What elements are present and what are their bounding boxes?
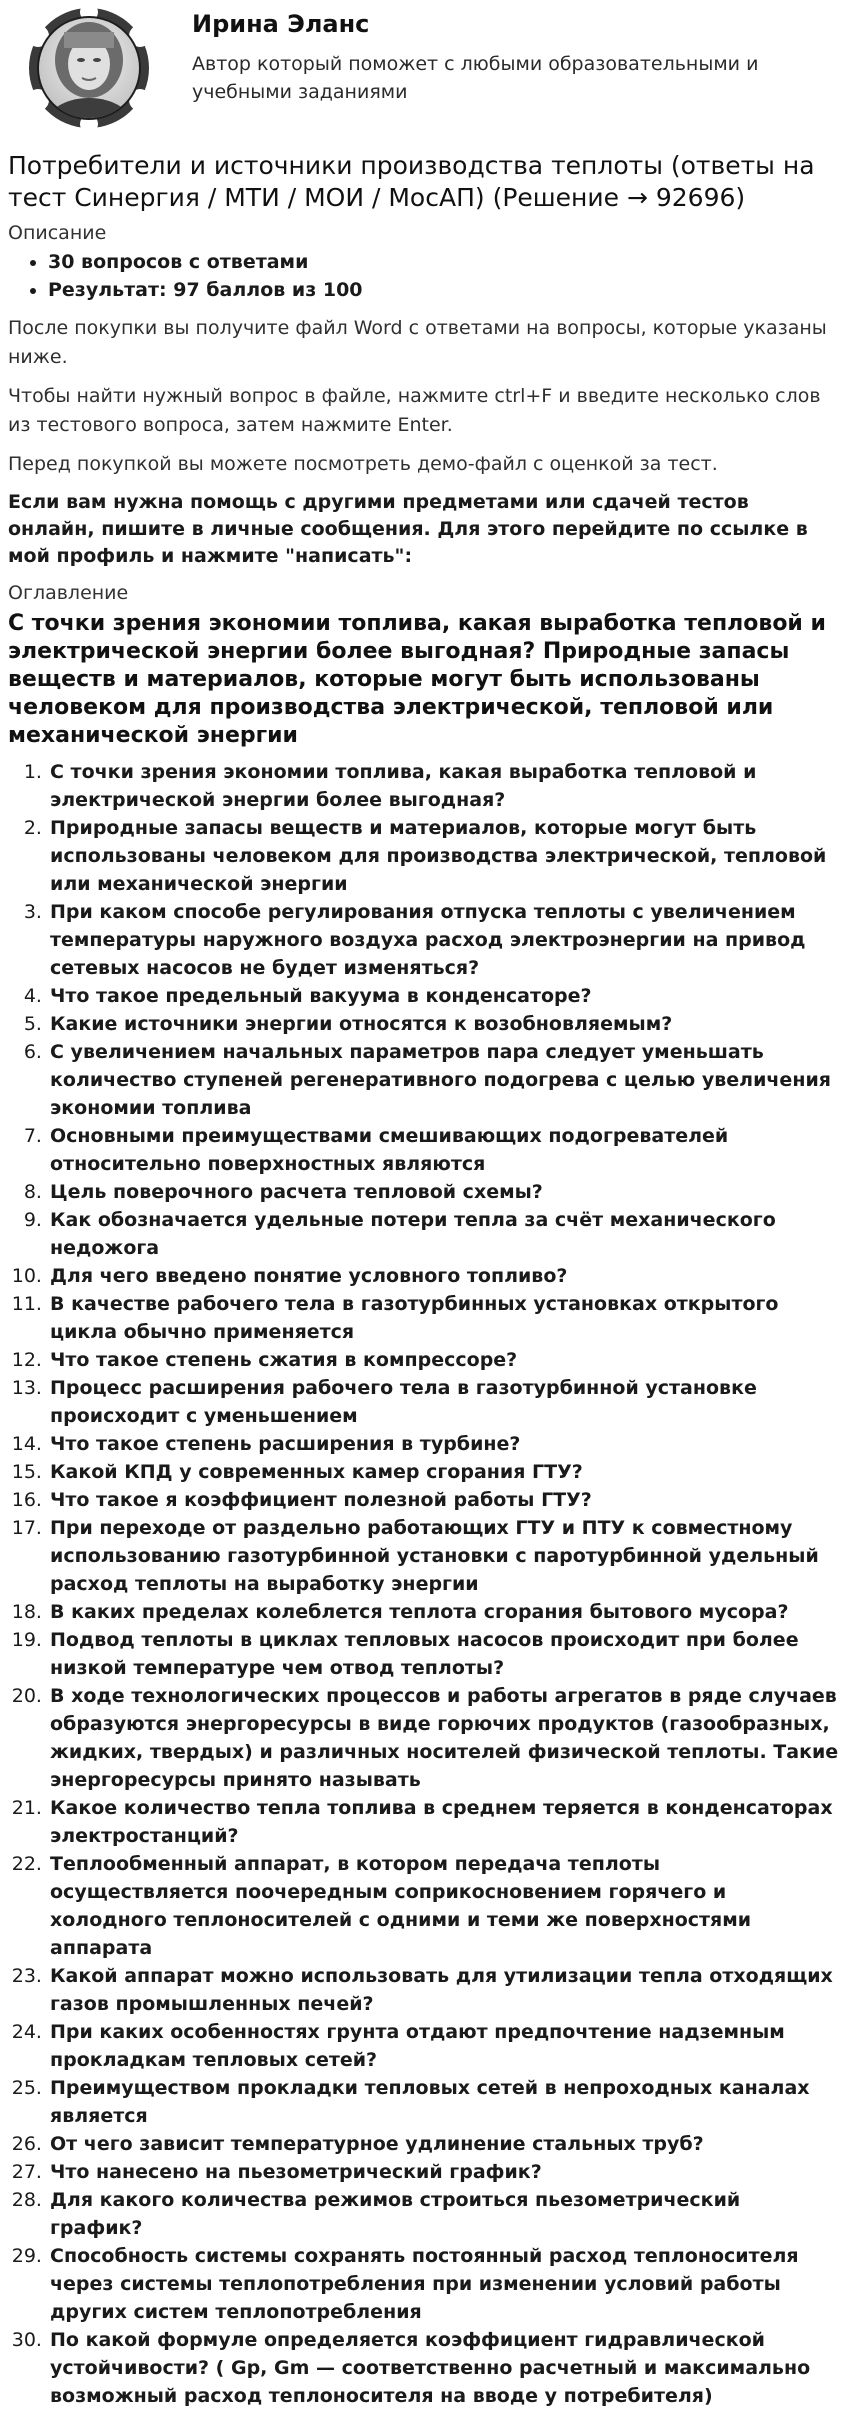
question-item: 11. В качестве рабочего тела в газотурбинных установках открытого цикла обычно применяется — [48, 1290, 839, 1346]
question-item: 20. В ходе технологических процессов и работы агрегатов в ряде случаев образуются энергоресурсы в виде горючих продуктов (газообразных, жидких, твердых) и различных носителей физической теплоты. Такие энергоресурсы принято называть — [48, 1682, 839, 1794]
question-item: 22. Теплообменный аппарат, в котором передача теплоты осуществляется поочередным соприкосновением горячего и холодного теплоносителей с одними и теми же поверхностями аппарата — [48, 1850, 839, 1962]
help-note: Если вам нужна помощь с другими предметами или сдачей тестов онлайн, пишите в личные сообщения. Для этого перейдите по ссылке в мой профиль и нажмите "написать": — [8, 491, 808, 567]
question-item: 8. Цель поверочного расчета тепловой схемы? — [48, 1178, 839, 1206]
question-item: 26. От чего зависит температурное удлинение стальных труб? — [48, 2130, 839, 2158]
product-title: Потребители и источники производства теплоты (ответы на тест Синергия / МТИ / МОИ / МосАП) (Решение → 92696) — [8, 151, 815, 212]
question-item: 23. Какой аппарат можно использовать для утилизации тепла отходящих газов промышленных печей? — [48, 1962, 839, 2018]
question-item: 15. Какой КПД у современных камер сгорания ГТУ? — [48, 1458, 839, 1486]
question-item: 5. Какие источники энергии относятся к возобновляемым? — [48, 1010, 839, 1038]
author-avatar[interactable] — [16, 6, 162, 130]
question-item: 21. Какое количество тепла топлива в среднем теряется в конденсаторах электростанций? — [48, 1794, 839, 1850]
question-item: 9. Как обозначается удельные потери тепла за счёт механического недожога — [48, 1206, 839, 1262]
question-item: 27. Что нанесено на пьезометрический график? — [48, 2158, 839, 2186]
toc-label: Оглавление — [8, 582, 129, 604]
question-item: 30. По какой формуле определяется коэффициент гидравлической устойчивости? ( Gр, Gm — соответственно расчетный и максимально возможный расход теплоносителя на вводе у потребителя) — [48, 2326, 839, 2410]
question-item: 24. При каких особенностях грунта отдают предпочтение надземным прокладкам тепловых сетей? — [48, 2018, 839, 2074]
description-paragraph: Перед покупкой вы можете посмотреть демо-файл с оценкой за тест. — [8, 453, 718, 475]
question-item: 25. Преимуществом прокладки тепловых сетей в непроходных каналах является — [48, 2074, 839, 2130]
question-item: 2. Природные запасы веществ и материалов, которые могут быть использованы человеком для производства электрической, тепловой или механической энергии — [48, 814, 839, 898]
question-item: 18. В каких пределах колеблется теплота сгорания бытового мусора? — [48, 1598, 839, 1626]
question-item: 16. Что такое я коэффициент полезной работы ГТУ? — [48, 1486, 839, 1514]
author-name[interactable]: Ирина Эланс — [192, 10, 370, 38]
question-item: 14. Что такое степень расширения в турбине? — [48, 1430, 839, 1458]
question-item: 28. Для какого количества режимов строиться пьезометрический график? — [48, 2186, 839, 2242]
description-paragraph: После покупки вы получите файл Word с ответами на вопросы, которые указаны ниже. — [8, 317, 827, 368]
description-paragraph: Чтобы найти нужный вопрос в файле, нажмите ctrl+F и введите несколько слов из тестового вопроса, затем нажмите Enter. — [8, 385, 821, 436]
question-item: 19. Подвод теплоты в циклах тепловых насосов происходит при более низкой температуре чем отвод теплоты? — [48, 1626, 839, 1682]
question-item: 7. Основными преимуществами смешивающих подогревателей относительно поверхностных являются — [48, 1122, 839, 1178]
question-item: 29. Способность системы сохранять постоянный расход теплоносителя через системы теплопотребления при изменении условий работы других систем теплопотребления — [48, 2242, 839, 2326]
summary-item: • Результат: 97 баллов из 100 — [48, 276, 839, 304]
author-avatar-photo-icon — [16, 6, 162, 130]
question-item: 10. Для чего введено понятие условного топливо? — [48, 1262, 839, 1290]
question-item: 12. Что такое степень сжатия в компрессоре? — [48, 1346, 839, 1374]
question-item: 1. С точки зрения экономии топлива, какая выработка тепловой и электрической энергии более выгодная? — [48, 758, 839, 814]
summary-list — [8, 248, 839, 304]
author-info — [192, 10, 812, 106]
toc-heading: С точки зрения экономии топлива, какая выработка тепловой и электрической энергии более выгодная? Природные запасы веществ и материалов, которые могут быть использованы человеком для производства электрической, тепловой или механической энергии — [8, 611, 826, 748]
question-item: 13. Процесс расширения рабочего тела в газотурбинной установке происходит с уменьшением — [48, 1374, 839, 1430]
question-item: 3. При каком способе регулирования отпуска теплоты с увеличением температуры наружного воздуха расход электроэнергии на привод сетевых насосов не будет изменяться? — [48, 898, 839, 982]
author-card — [8, 0, 839, 138]
author-description: Автор который поможет с любыми образовательными и учебными заданиями — [192, 53, 759, 103]
question-item: 4. Что такое предельный вакуума в конденсаторе? — [48, 982, 839, 1010]
question-item: 17. При переходе от раздельно работающих ГТУ и ПТУ к совместному использованию газотурбинной установки с паротурбинной удельный расход теплоты на выработку энергии — [48, 1514, 839, 1598]
question-item: 6. С увеличением начальных параметров пара следует уменьшать количество ступеней регенеративного подогрева с целью увеличения экономии топлива — [48, 1038, 839, 1122]
question-list — [8, 758, 839, 2410]
summary-item: • 30 вопросов с ответами — [48, 248, 839, 276]
description-label: Описание — [8, 222, 107, 244]
